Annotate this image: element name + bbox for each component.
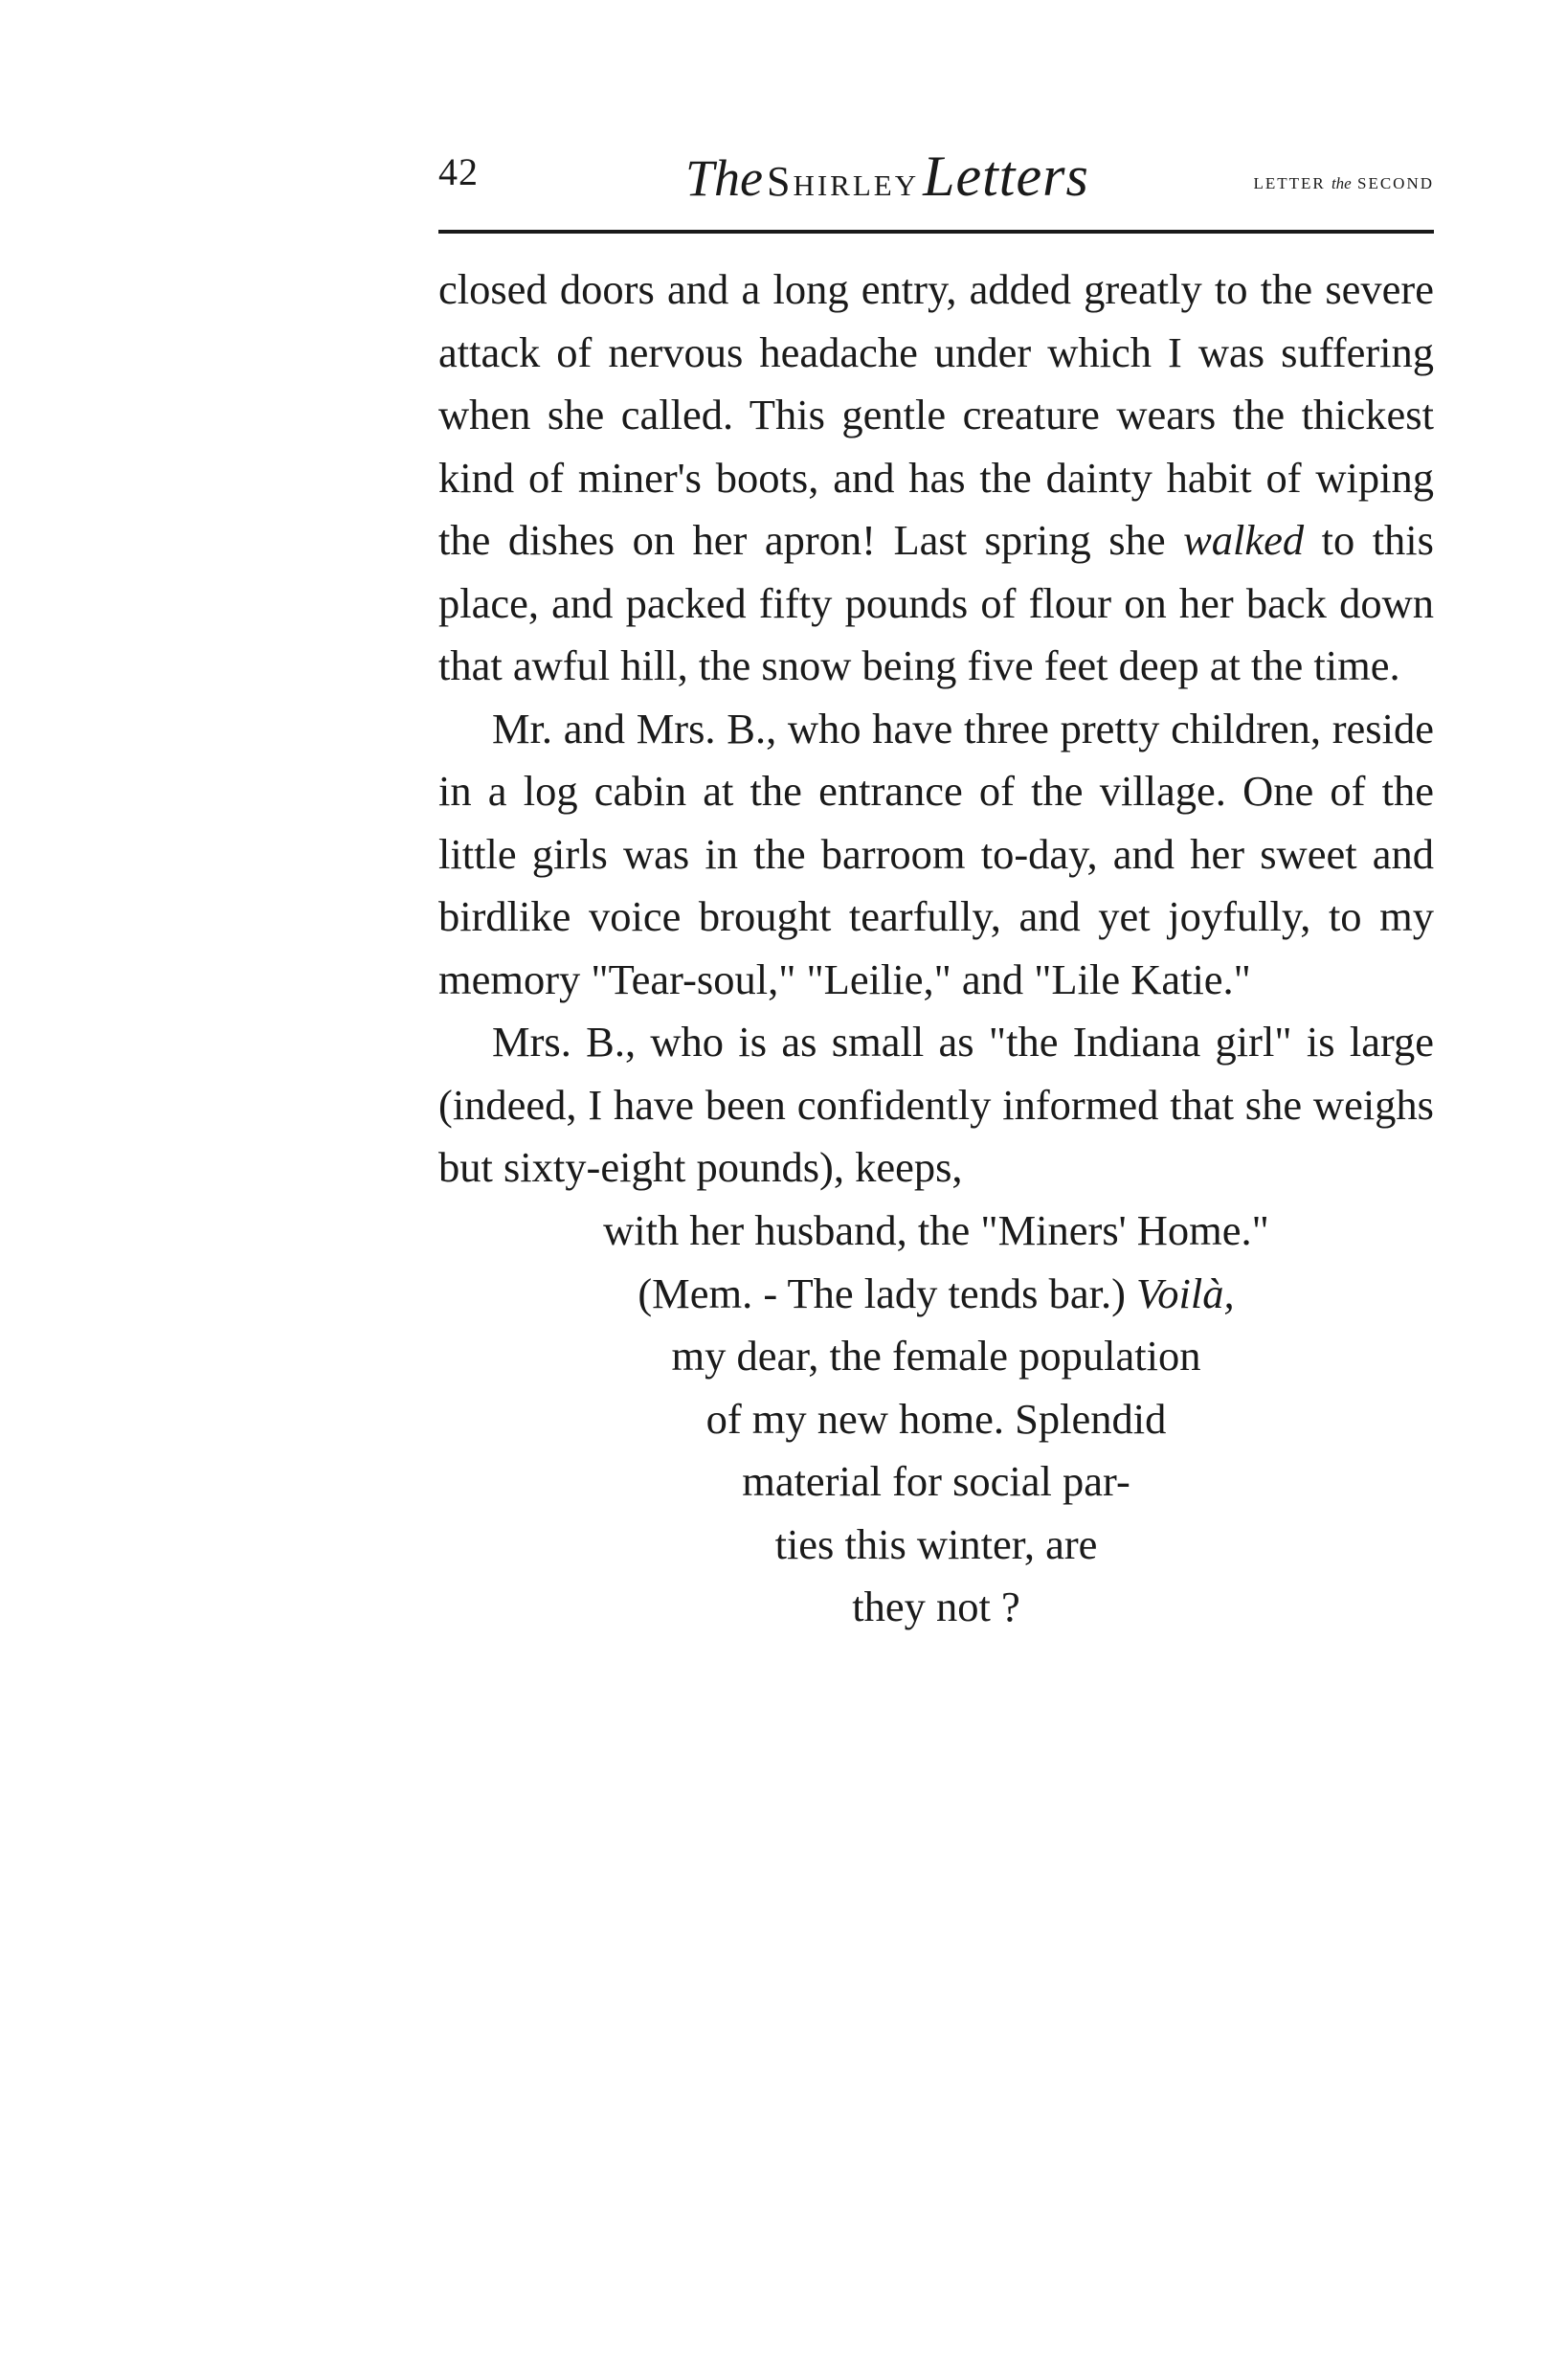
paragraph-1-tail: to this place, and packed fifty pounds of flour on her back down that awful hill, the snow being five feet deep at the time. (438, 516, 1434, 689)
running-header (438, 144, 1434, 220)
body-text (438, 258, 1434, 1200)
page-number: 42 (438, 150, 479, 193)
running-title (685, 144, 1089, 210)
taper-line-2-text: (Mem. - The lady tends bar.) (638, 1269, 1137, 1317)
taper-line-4: of my new home. Splendid (705, 1394, 1167, 1443)
emphasis-walked: walked (1183, 516, 1305, 564)
taper-line-5: material for social par- (742, 1457, 1130, 1505)
taper-line-7: they not ? (852, 1583, 1020, 1630)
title-letters: Letters (923, 145, 1089, 208)
paragraph-1-text: closed doors and a long entry, added greatly to the severe attack of nervous headache under which I was suffering when she called. This gentle creature wears the thickest kind of miner's boots, and has the dainty habit of wiping the dishes on her apron! Last spring she (438, 265, 1434, 564)
taper-line-2 (438, 1263, 1434, 1326)
section-the: the (1331, 174, 1352, 192)
section-second: SECOND (1356, 174, 1434, 192)
paragraph-1 (438, 258, 1434, 698)
header-rule (438, 230, 1434, 234)
tapered-ending (438, 1200, 1434, 1639)
section-tag (1253, 174, 1434, 193)
taper-line-3: my dear, the female population (671, 1332, 1201, 1380)
title-shirley: Shirley (767, 158, 920, 205)
section-letter: LETTER (1253, 174, 1326, 192)
taper-line-6: ties this winter, are (774, 1519, 1098, 1568)
taper-line-1: with her husband, the "Miners' Home." (603, 1206, 1269, 1254)
paragraph-3: Mrs. B., who is as small as "the Indiana girl" is large (indeed, I have been confidently informed that she weighs but sixty-eight pounds), keeps, (438, 1018, 1434, 1191)
paragraph-2: Mr. and Mrs. B., who have three pretty children, reside in a log cabin at the entrance of the village. One of the little girls was in the barroom to-day, and her sweet and birdlike voice brought tearfully, and yet joyfully, to my memory "Tear-soul," "Leilie," and "Lile Katie." (438, 704, 1434, 1003)
title-the: The (685, 149, 763, 207)
emphasis-voila: Voilà, (1136, 1269, 1235, 1317)
